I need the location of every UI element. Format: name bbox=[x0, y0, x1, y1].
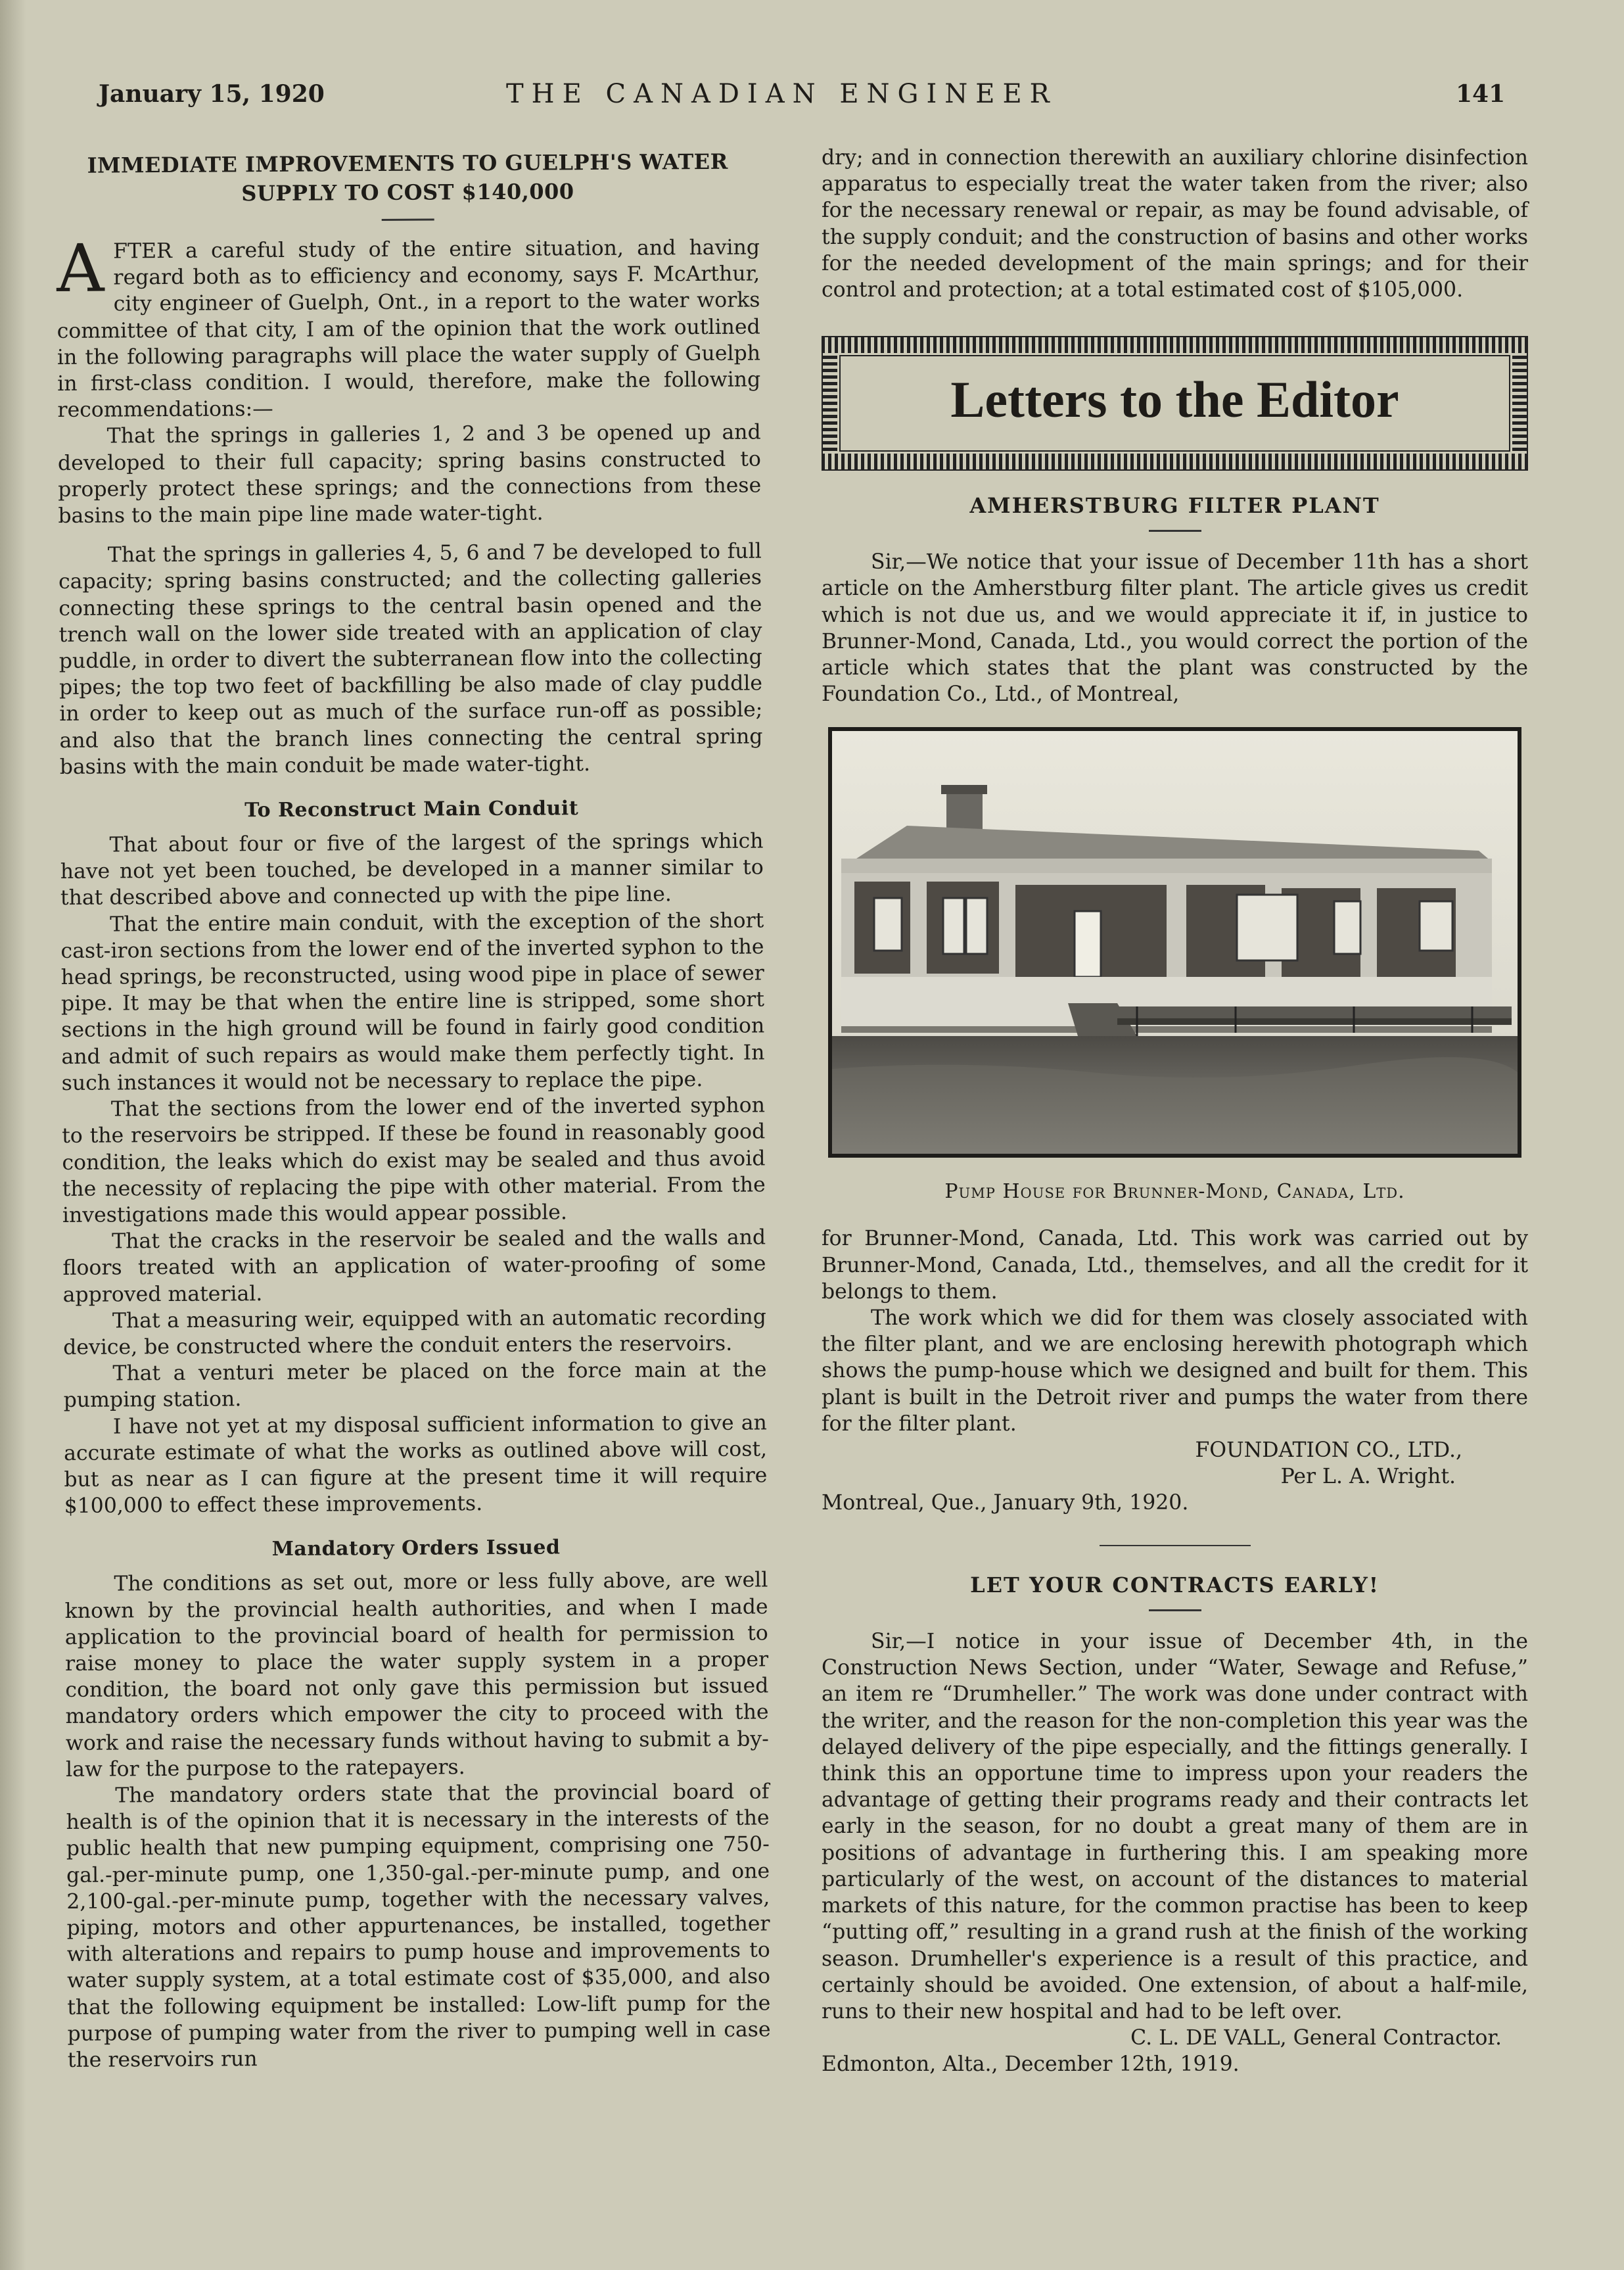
headline-rule bbox=[382, 218, 434, 220]
letter-dateline: Edmonton, Alta., December 12th, 1919. bbox=[822, 2052, 1240, 2077]
paragraph: The conditions as set out, more or less fully above, are well known by the provincial health authorities, and when I made application to the provincial board of health for permission to raise money to place the water supply system in a proper condition, the board not only gave this permission but issued mandatory orders which empower the city to proceed with the work and raise the necessary funds without having to submit a by-law for the purpose to the ratepayers. bbox=[64, 1568, 769, 1782]
paragraph: That the springs in galleries 4, 5, 6 and 7 be developed to full capacity; spring basins constructed; and the collecting galleries connecting these springs to the central basin opened and the trench wall on the lower side treated with an application of clay puddle, in order to divert the subterranean flow into the collecting pipes; the top two feet of backfilling be also made of clay puddle in order to keep out as much of the surface run-off as possible; and also that the branch lines connecting the central spring basins with the main conduit be made water-tight. bbox=[58, 539, 763, 779]
header-date: January 15, 1920 bbox=[99, 80, 325, 108]
page-number: 141 bbox=[1456, 80, 1506, 108]
paragraph: Sir,—We notice that your issue of December 11th has a short article on the Amherstburg filter plant. The article gives us credit which is not due us, and we would appreciate it if, in justice to Brunner-Mond, Canada, Ltd., you would correct the portion of the article which states that the plant was constructed by the Foundation Co., Ltd., of Montreal, bbox=[822, 550, 1528, 707]
left-column bbox=[56, 140, 771, 2073]
signature-company: FOUNDATION CO., LTD., bbox=[1195, 1438, 1462, 1463]
title-rule bbox=[1149, 1609, 1201, 1611]
paragraph: That the springs in galleries 1, 2 and 3 be opened up and developed to their full capacity; spring basins constructed to properly protect these springs; and the connections from these basins to the main pipe line made water-tight. bbox=[57, 420, 762, 529]
article-headline: IMMEDIATE IMPROVEMENTS TO GUELPH'S WATER SUPPLY TO COST $140,000 bbox=[87, 149, 728, 206]
page-header bbox=[0, 72, 1624, 112]
continuation-paragraph: dry; and in connection therewith an auxiliary chlorine disinfection apparatus to especially treat the water taken from the river; also for the necessary renewal or repair, as may be found advisable, of the supply conduit; and the construction of basins and other works for the needed development of the main springs; and for their control and protection; at a total estimated cost of $105,000. bbox=[822, 146, 1528, 302]
signature: C. L. DE VALL, General Contractor. bbox=[1130, 2026, 1502, 2050]
paragraph: That the entire main conduit, with the exception of the short cast-iron sections from the lower end of the inverted syphon to the head springs, be reconstructed, using wood pipe in place of sewer pipe. It may be that when the entire line is stripped, some short sections in the high ground will be found in fairly good condition and admit of such repairs as would make them perfectly tight. In such instances it would not be necessary to replace the pipe. bbox=[60, 909, 765, 1095]
paragraph: I have not yet at my disposal sufficient information to give an accurate estimate of what the works as outlined above will cost, but as near as I can figure at the present time it will require $100,000 to effect these improvements. bbox=[64, 1410, 768, 1519]
section-subhead: To Reconstruct Main Conduit bbox=[244, 797, 579, 822]
drop-cap: A bbox=[56, 229, 104, 307]
paragraph: for Brunner-Mond, Canada, Ltd. This work was carried out by Brunner-Mond, Canada, Ltd., themselves, and all the credit for it belongs to them. bbox=[822, 1227, 1528, 1304]
paragraph: The mandatory orders state that the provincial board of health is of the opinion that it is necessary in the interests of the public health that new pumping equipment, comprising one 750-gal.-per-minute pump, one 1,350-gal.-per-minute pump, and one 2,100-gal.-per-minute pump, together with the necessary valves, piping, motors and other appurtenances, be installed, together with alterations and repairs to pump house and improvements to water supply system, at a total estimate cost of $35,000, and also that the following equipment be installed: Low-lift pump for the purpose of pumping water from the river to pumping well in case the reservoirs run bbox=[66, 1780, 771, 2072]
photo-block bbox=[822, 727, 1528, 1158]
section-divider bbox=[1100, 1545, 1251, 1546]
right-column bbox=[822, 145, 1528, 2077]
paragraph: That the sections from the lower end of the inverted syphon to the reservoirs be stripped. If these be found in reasonably good condition, the leaks which do exist may be sealed and thus avoid the necessity of replacing the pipe with other material. From the investigations made this would appear possible. bbox=[62, 1093, 766, 1227]
letter-title: AMHERSTBURG FILTER PLANT bbox=[969, 493, 1380, 519]
letters-banner bbox=[822, 336, 1528, 471]
photo-caption: Pump House for Brunner-Mond, Canada, Ltd. bbox=[944, 1180, 1405, 1204]
section-subhead: Mandatory Orders Issued bbox=[271, 1536, 561, 1561]
paragraph: That a venturi meter be placed on the force main at the pumping station. bbox=[63, 1358, 767, 1413]
intro-paragraph: AFTER a careful study of the entire situation, and having regard both as to efficiency and economy, says F. McArthur, city engineer of Guelph, Ont., in a report to the water works committee of that city, I am of the opinion that the work outlined in the following paragraphs will place the water supply of Guelph in first-class condition. I would, therefore, make the following recommendations:— bbox=[56, 229, 761, 423]
signature-person: Per L. A. Wright. bbox=[1280, 1465, 1456, 1489]
paragraph: That the cracks in the reservoir be sealed and the walls and floors treated with an application of water-proofing of some approved material. bbox=[62, 1225, 766, 1307]
pump-house-photo bbox=[828, 727, 1521, 1158]
title-rule bbox=[1149, 530, 1201, 532]
banner-title: Letters to the Editor bbox=[950, 371, 1399, 429]
letter-title: LET YOUR CONTRACTS EARLY! bbox=[970, 1572, 1380, 1598]
paragraph: That about four or five of the largest of the springs which have not yet been touched, be developed in a manner similar to that described above and connected up with the pipe line. bbox=[60, 829, 764, 910]
paragraph: That a measuring weir, equipped with an automatic recording device, be constructed where the conduit enters the reservoirs. bbox=[63, 1305, 767, 1360]
paragraph: Sir,—I notice in your issue of December 4th, in the Construction News Section, under “Water, Sewage and Refuse,” an item re “Drumheller.” The work was done under contract with the writer, and the reason for the non-completion this year was the delayed delivery of the pipe especially, and the fittings generally. I think this an opportune time to impress upon your readers the advantage of getting their programs ready and their contracts let early in the season, for no doubt a great many of them are in positions of advantage in furthering this. I am speaking more particularly of the west, on account of the distances to material markets of this nature, for the common practise has been to keep “putting off,” resulting in a grand rush at the finish of the working season. Drumheller's experience is a result of this practice, and certainly should be avoided. One extension, of about a half-mile, runs to their new hospital and had to be left over. bbox=[822, 1630, 1528, 2023]
paragraph: The work which we did for them was closely associated with the filter plant, and we are enclosing herewith photograph which shows the pump-house which we designed and built for them. This plant is built in the Detroit river and pumps the water from there for the filter plant. bbox=[822, 1306, 1528, 1436]
binding-shadow bbox=[0, 0, 26, 2270]
letter-dateline: Montreal, Que., January 9th, 1920. bbox=[822, 1491, 1189, 1515]
publication-title: THE CANADIAN ENGINEER bbox=[506, 79, 1057, 109]
